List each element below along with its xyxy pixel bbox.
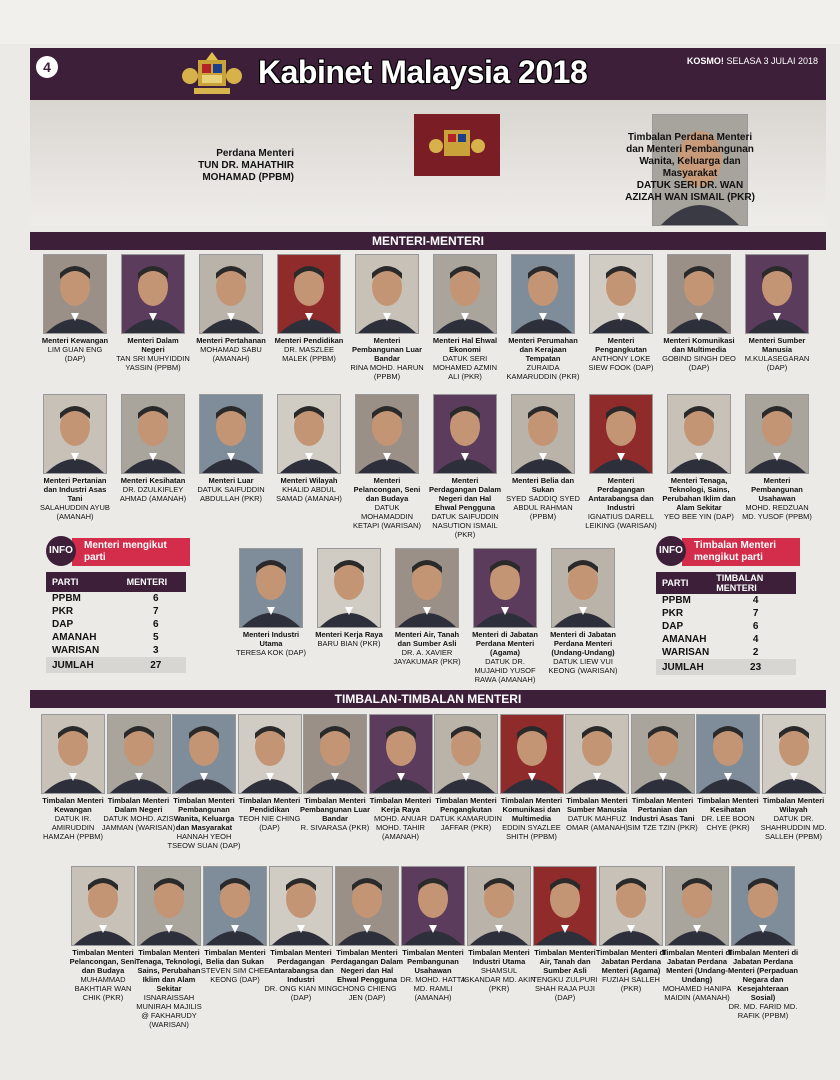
portrait-photo (369, 714, 433, 794)
portfolio-title: Menteri Pengangkutan (595, 336, 647, 354)
portrait-photo (667, 254, 731, 334)
deputy-minister-card (429, 714, 503, 832)
pm-role: Perdana Menteri (216, 148, 294, 159)
portrait-photo (589, 394, 653, 474)
portfolio-title: Timbalan Menteri Komunikasi dan Multimedia (500, 796, 563, 823)
deputy-minister-card (364, 714, 438, 841)
person-name: RINA MOHD. HARUN (PPBM) (350, 363, 424, 381)
pm-caption (170, 148, 294, 184)
person-name: DATUK MOHAMADDIN KETAPI (WARISAN) (353, 503, 421, 530)
publication-date: SELASA 3 JULAI 2018 (726, 56, 818, 66)
portfolio-title: Timbalan Menteri Pelancongan, Seni dan Budaya (69, 948, 137, 975)
person-name: DR. DZULKIFLEY AHMAD (AMANAH) (119, 485, 187, 503)
portrait-photo (500, 714, 564, 794)
minister-card (506, 394, 580, 521)
portfolio-title: Timbalan Menteri Tenaga, Teknologi, Sains, Perubahan Iklim dan Alam Sekitar (135, 948, 203, 993)
portrait-photo (551, 548, 615, 628)
portfolio-title: Timbalan Menteri Kerja Raya (369, 796, 432, 814)
person-name: TEOH NIE CHING (DAP) (238, 814, 301, 832)
party-count: 6 (752, 621, 759, 632)
person-name: DR. MOHD. HATTA MD. RAMLI (AMANAH) (400, 975, 466, 1002)
portrait-photo (433, 394, 497, 474)
party-count: 6 (153, 593, 159, 604)
party-name: PPBM (662, 595, 691, 606)
portrait-photo (43, 394, 107, 474)
portrait-photo (41, 714, 105, 794)
section-deputies-heading: TIMBALAN-TIMBALAN MENTERI (30, 690, 826, 708)
portrait-photo (303, 714, 367, 794)
portfolio-title: Menteri Perumahan dan Kerajaan Tempatan (508, 336, 578, 363)
person-name: MOHD. REDZUAN MD. YUSOF (PPBM) (742, 503, 812, 521)
col-party: PARTI (656, 572, 710, 594)
portrait-photo (745, 254, 809, 334)
portrait-photo (355, 254, 419, 334)
leaders-banner (30, 100, 826, 226)
portfolio-title: Menteri Komunikasi dan Multimedia (663, 336, 735, 354)
deputy-minister-card (757, 714, 831, 841)
portrait-photo (762, 714, 826, 794)
party-count: 7 (752, 608, 759, 619)
portfolio-title: Timbalan Menteri Wilayah (762, 796, 825, 814)
minister-card (740, 394, 814, 521)
minister-card (546, 548, 620, 675)
person-name: TAN SRI MUHYIDDIN YASSIN (PPBM) (116, 354, 190, 372)
person-name: DATUK SAIFUDDIN NASUTION ISMAIL (PKR) (431, 512, 499, 539)
portfolio-title: Menteri di Jabatan Perdana Menteri (Agama) (472, 630, 538, 657)
portfolio-title: Timbalan Menteri Pembangunan Wanita, Keluarga dan Masyarakat (173, 796, 235, 832)
portfolio-title: Menteri Wilayah (280, 476, 338, 485)
minister-card (116, 254, 190, 372)
info-header (656, 536, 806, 566)
minister-card (350, 394, 424, 530)
col-count: TIMBALAN MENTERI (710, 572, 796, 594)
total-label: JUMLAH (46, 657, 121, 673)
page-top-strip (0, 0, 840, 44)
person-name: SALAHUDDIN AYUB (AMANAH) (40, 503, 110, 521)
minister-card (234, 548, 308, 657)
dpm-caption (620, 132, 760, 204)
minister-card (116, 394, 190, 503)
person-name: DATUK SAIFUDDIN ABDULLAH (PKR) (197, 485, 265, 503)
total-row (46, 657, 186, 673)
person-name: DR. A. XAVIER JAYAKUMAR (PKR) (393, 648, 461, 666)
party-name: PKR (662, 608, 684, 619)
col-party: PARTI (46, 572, 121, 592)
dpm-name: DATUK SERI DR. WAN AZIZAH WAN ISMAIL (PKR) (625, 180, 755, 203)
portfolio-title: Menteri Belia dan Sukan (511, 476, 575, 494)
person-name: DATUK DR. MUJAHID YUSOF RAWA (AMANAH) (474, 657, 536, 684)
portrait-photo (745, 394, 809, 474)
party-count-table (46, 572, 186, 673)
party-row (656, 646, 796, 659)
portfolio-title: Menteri Pendidikan (274, 336, 344, 345)
party-name: PPBM (52, 593, 81, 604)
minister-card (584, 254, 658, 372)
portfolio-title: Menteri Kerja Raya (315, 630, 383, 639)
party-row (46, 592, 186, 605)
portfolio-title: Timbalan Menteri Dalam Negeri (107, 796, 170, 814)
portrait-photo (401, 866, 465, 946)
portfolio-title: Menteri Air, Tanah dan Sumber Asli (394, 630, 460, 648)
info-tag: INFO (46, 536, 76, 566)
person-name: DATUK SERI MOHAMED AZMIN ALI (PKR) (432, 354, 498, 381)
person-name: STEVEN SIM CHEE KEONG (DAP) (200, 966, 270, 984)
minister-card (662, 254, 736, 372)
portfolio-title: Menteri Pertanian dan Industri Asas Tani (43, 476, 107, 503)
person-name: M.KULASEGARAN (DAP) (744, 354, 810, 372)
minister-card (194, 254, 268, 363)
portfolio-title: Menteri di Jabatan Perdana Menteri (Undang-Undang) (550, 630, 616, 657)
portrait-photo (731, 866, 795, 946)
coat-of-arms-icon (180, 50, 244, 98)
party-name: DAP (52, 619, 74, 630)
total-count: 27 (121, 657, 186, 673)
portrait-photo (631, 714, 695, 794)
minister-card (468, 548, 542, 684)
coat-of-arms-icon (414, 114, 500, 176)
person-name: DATUK LIEW VUI KEONG (WARISAN) (548, 657, 618, 675)
portrait-photo (355, 394, 419, 474)
party-name: AMANAH (662, 634, 707, 645)
portfolio-title: Menteri Pembangunan Usahawan (751, 476, 803, 503)
portrait-photo (121, 394, 185, 474)
info-title: Timbalan Menteri mengikut parti (682, 538, 800, 566)
person-name: BARU BIAN (PKR) (317, 639, 381, 648)
deputy-minister-card (330, 866, 404, 1002)
portfolio-title: Timbalan Menteri di Jabatan Perdana Menteri (Agama) (595, 948, 667, 975)
minister-card (740, 254, 814, 372)
portfolio-title: Menteri Pembangunan Luar Bandar (351, 336, 422, 363)
total-row (656, 659, 796, 675)
portrait-photo (121, 254, 185, 334)
person-name: CHONG CHIENG JEN (DAP) (337, 984, 397, 1002)
deputy-minister-card (132, 866, 206, 1029)
person-name: YEO BEE YIN (DAP) (664, 512, 734, 521)
portrait-photo (203, 866, 267, 946)
portfolio-title: Timbalan Menteri Pengangkutan (435, 796, 497, 814)
pm-name: TUN DR. MAHATHIR MOHAMAD (PPBM) (198, 160, 294, 183)
person-name: DATUK DR. SHAHRUDDIN MD. SALLEH (PPBM) (760, 814, 827, 841)
portfolio-title: Timbalan Menteri Perdagangan Dalam Negeri dan Hal Ehwal Pengguna (330, 948, 404, 984)
portfolio-title: Menteri Luar (208, 476, 254, 485)
party-row (656, 607, 796, 620)
person-name: IGNATIUS DARELL LEIKING (WARISAN) (585, 512, 657, 530)
deputy-minister-card (594, 866, 668, 993)
minister-card (428, 394, 502, 539)
portrait-photo (137, 866, 201, 946)
portrait-photo (71, 866, 135, 946)
portrait-photo (434, 714, 498, 794)
minister-card (428, 254, 502, 381)
page-number: 4 (36, 56, 58, 78)
portrait-photo (599, 866, 663, 946)
portrait-photo (199, 254, 263, 334)
portrait-photo (43, 254, 107, 334)
deputy-minister-card (691, 714, 765, 832)
portfolio-title: Timbalan Menteri Pendidikan (238, 796, 301, 814)
portrait-photo (317, 548, 381, 628)
deputy-minister-card (66, 866, 140, 1002)
person-name: ISNARAISSAH MUNIRAH MAJILIS @ FAKHARUDY (WARISAN) (136, 993, 202, 1029)
portfolio-title: Menteri Pelancongan, Seni dan Budaya (353, 476, 421, 503)
publication-name: KOSMO! (686, 56, 724, 66)
party-count: 4 (752, 595, 759, 606)
person-name: DR. MASZLEE MALEK (PPBM) (282, 345, 336, 363)
portrait-photo (511, 394, 575, 474)
portrait-photo (565, 714, 629, 794)
portrait-photo (511, 254, 575, 334)
portrait-photo (277, 254, 341, 334)
party-count: 2 (752, 647, 759, 658)
person-name: SYED SADDIQ SYED ABDUL RAHMAN (PPBM) (506, 494, 580, 521)
party-name: WARISAN (52, 645, 100, 656)
deputy-minister-card (462, 866, 536, 993)
person-name: DATUK KAMARUDIN JAFFAR (PKR) (430, 814, 502, 832)
page-header (30, 48, 826, 100)
person-name: ANTHONY LOKE SIEW FOOK (DAP) (588, 354, 654, 372)
deputy-minister-card (167, 714, 241, 850)
deputy-minister-card (198, 866, 272, 984)
minister-card (312, 548, 386, 648)
portfolio-title: Menteri Industri Utama (242, 630, 300, 648)
deputy-minister-card (102, 714, 176, 832)
minister-card (38, 394, 112, 521)
person-name: DATUK MAHFUZ OMAR (AMANAH) (566, 814, 628, 832)
minister-card (506, 254, 580, 381)
portfolio-title: Menteri Tenaga, Teknologi, Sains, Perubahan Iklim dan Alam Sekitar (662, 476, 736, 512)
deputy-minister-card (660, 866, 734, 1002)
person-name: TENGKU ZULPURI SHAH RAJA PUJI (DAP) (532, 975, 598, 1002)
deputy-minister-card (726, 866, 800, 1020)
portfolio-title: Timbalan Menteri Pembangunan Usahawan (402, 948, 464, 975)
portrait-photo (665, 866, 729, 946)
dateline (687, 56, 818, 66)
person-name: MOHAMAD SABU (AMANAH) (200, 345, 262, 363)
person-name: FUZIAH SALLEH (PKR) (602, 975, 660, 993)
portrait-photo (467, 866, 531, 946)
info-box-deputies-by-party (656, 536, 806, 675)
party-count: 3 (153, 645, 159, 656)
portrait-photo (473, 548, 537, 628)
portfolio-title: Menteri Pertahanan (196, 336, 266, 345)
party-count: 6 (153, 619, 159, 630)
party-row (46, 644, 186, 657)
party-row (46, 605, 186, 618)
info-tag: INFO (656, 536, 686, 566)
portfolio-title: Menteri Dalam Negeri (127, 336, 179, 354)
info-box-ministers-by-party (46, 536, 196, 673)
deputy-minister-card (233, 714, 307, 832)
portfolio-title: Menteri Sumber Manusia (748, 336, 806, 354)
portrait-photo (269, 866, 333, 946)
deputy-minister-card (298, 714, 372, 832)
portfolio-title: Menteri Perdagangan Dalam Negeri dan Hal Ehwal Pengguna (428, 476, 502, 512)
deputy-minister-card (626, 714, 700, 832)
portrait-photo (172, 714, 236, 794)
person-name: TERESA KOK (DAP) (235, 648, 307, 657)
minister-card (662, 394, 736, 521)
total-label: JUMLAH (656, 659, 710, 675)
deputy-minister-card (264, 866, 338, 1002)
dpm-role: Timbalan Perdana Menteri dan Menteri Pembangunan Wanita, Keluarga dan Masyarakat (626, 132, 754, 179)
person-name: ZURAIDA KAMARUDDIN (PKR) (506, 363, 580, 381)
info-header (46, 536, 196, 566)
person-name: LIM GUAN ENG (DAP) (47, 345, 103, 363)
person-name: MUHAMMAD BAKHTIAR WAN CHIK (PKR) (74, 975, 132, 1002)
info-title: Menteri mengikut parti (72, 538, 190, 566)
portfolio-title: Timbalan Menteri di Jabatan Perdana Menteri (Undang-Undang) (661, 948, 733, 984)
minister-card (272, 394, 346, 503)
portrait-photo (238, 714, 302, 794)
minister-card (194, 394, 268, 503)
deputy-minister-card (528, 866, 602, 1002)
party-count: 7 (153, 606, 159, 617)
party-name: AMANAH (52, 632, 97, 643)
portfolio-title: Timbalan Menteri Pertanian dan Industri Asas Tani (630, 796, 695, 823)
party-row (46, 631, 186, 644)
portfolio-title: Timbalan Menteri Sumber Manusia (566, 796, 628, 814)
col-count: MENTERI (121, 572, 186, 592)
portfolio-title: Menteri Kewangan (41, 336, 109, 345)
portrait-photo (696, 714, 760, 794)
person-name: DR. LEE BOON CHYE (PKR) (701, 814, 755, 832)
portrait-photo (395, 548, 459, 628)
deputy-minister-card (560, 714, 634, 832)
person-name: DR. ONG KIAN MING (DAP) (264, 984, 338, 1002)
deputy-minister-card (396, 866, 470, 1002)
party-name: PKR (52, 606, 74, 617)
party-row (46, 618, 186, 631)
minister-card (38, 254, 112, 363)
person-name: DATUK MOHD. AZIS JAMMAN (WARISAN) (101, 814, 176, 832)
portfolio-title: Menteri Kesihatan (120, 476, 186, 485)
total-count: 23 (710, 659, 796, 675)
party-name: DAP (662, 621, 684, 632)
person-name: DR. MD. FARID MD. RAFIK (PPBM) (728, 1002, 798, 1020)
portfolio-title: Timbalan Menteri Belia dan Sukan (204, 948, 266, 966)
person-name: SHAMSUL ISKANDAR MD. AKIN (PKR) (462, 966, 536, 993)
party-row (656, 620, 796, 633)
portrait-photo (533, 866, 597, 946)
person-name: R. SIVARASA (PKR) (300, 823, 370, 832)
minister-card (584, 394, 658, 530)
portfolio-title: Timbalan Menteri Perdagangan Antarabangsa dan Industri (268, 948, 334, 984)
person-name: KHALID ABDUL SAMAD (AMANAH) (276, 485, 342, 503)
person-name: MOHAMED HANIPA MAIDIN (AMANAH) (662, 984, 732, 1002)
portrait-photo (667, 394, 731, 474)
deputy-minister-card (495, 714, 569, 841)
person-name: MOHD. ANUAR MOHD. TAHIR (AMANAH) (374, 814, 427, 841)
deputy-minister-card (36, 714, 110, 841)
portfolio-title: Timbalan Menteri Industri Utama (468, 948, 530, 966)
portrait-photo (199, 394, 263, 474)
party-row (656, 594, 796, 607)
portrait-photo (277, 394, 341, 474)
portfolio-title: Timbalan Menteri Kewangan (42, 796, 104, 814)
portrait-photo (589, 254, 653, 334)
party-row (656, 633, 796, 646)
person-name: GOBIND SINGH DEO (DAP) (662, 354, 736, 372)
portrait-photo (335, 866, 399, 946)
party-name: WARISAN (662, 647, 710, 658)
person-name: HANNAH YEOH TSEOW SUAN (DAP) (167, 832, 241, 850)
portrait-photo (239, 548, 303, 628)
party-count: 5 (153, 632, 159, 643)
party-count-table (656, 572, 796, 675)
portfolio-title: Menteri Perdagangan Antarabangsa dan Industri (588, 476, 654, 512)
portfolio-title: Timbalan Menteri Air, Tanah dan Sumber Asli (534, 948, 596, 975)
portfolio-title: Timbalan Menteri Pembangunan Luar Bandar (299, 796, 370, 823)
page-title: Kabinet Malaysia 2018 (258, 54, 588, 90)
portfolio-title: Timbalan Menteri di Jabatan Perdana Menteri (Perpaduan Negara dan Kesejahteraan Sosial) (727, 948, 799, 1002)
person-name: EDDIN SYAZLEE SHITH (PPBM) (502, 823, 561, 841)
portfolio-title: Menteri Hal Ehwal Ekonomi (432, 336, 498, 354)
minister-card (390, 548, 464, 666)
party-count: 4 (752, 634, 759, 645)
portfolio-title: Timbalan Menteri Kesihatan (697, 796, 759, 814)
portrait-photo (107, 714, 171, 794)
section-ministers-heading: MENTERI-MENTERI (30, 232, 826, 250)
minister-card (350, 254, 424, 381)
person-name: DATUK IR. AMIRUDDIN HAMZAH (PPBM) (43, 814, 103, 841)
portrait-photo (433, 254, 497, 334)
minister-card (272, 254, 346, 363)
person-name: SIM TZE TZIN (PKR) (627, 823, 698, 832)
